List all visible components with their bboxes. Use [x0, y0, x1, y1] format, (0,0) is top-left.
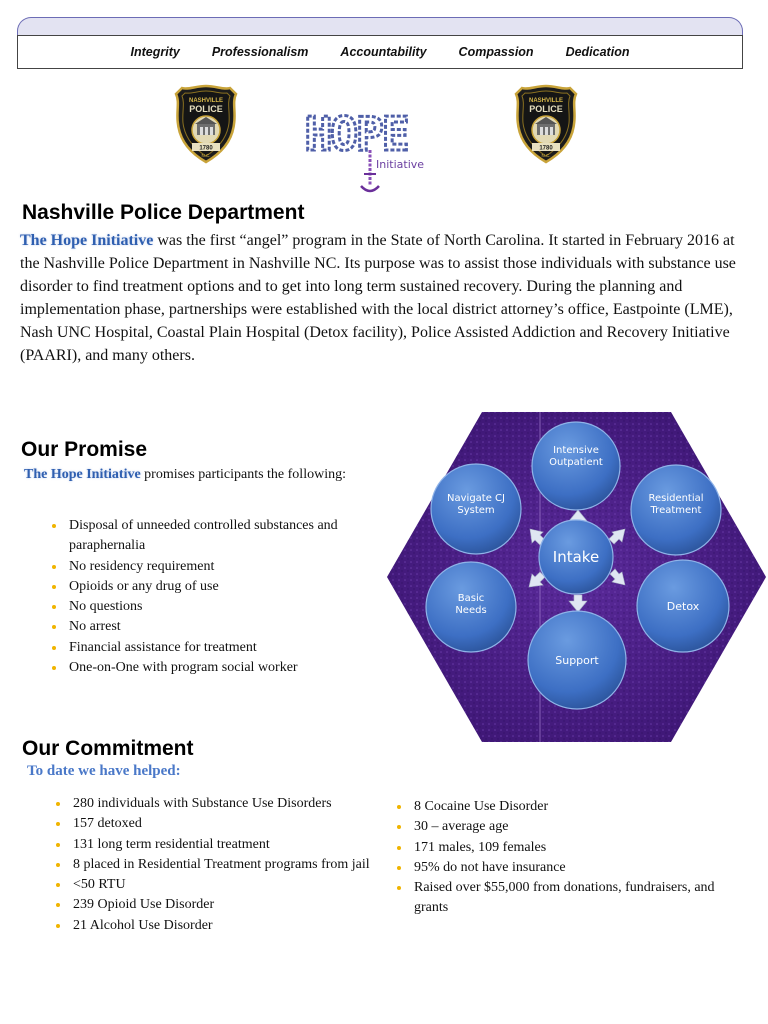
commitment-heading: Our Commitment: [22, 737, 194, 760]
badge-year: 1780: [539, 145, 553, 152]
node-label-intensive-outpatient: Intensive Outpatient: [549, 445, 603, 468]
node-label-intake: Intake: [552, 548, 600, 566]
promise-intro: [24, 464, 354, 485]
hope-word: HOPE: [304, 107, 408, 161]
list-item: 171 males, 109 females: [394, 838, 730, 858]
promise-heading: Our Promise: [21, 438, 148, 461]
value-accountability: Accountability: [340, 45, 427, 59]
list-item: <50 RTU: [53, 875, 373, 895]
node-label-navigate-cj: Navigate CJ System: [447, 493, 505, 516]
node-label-detox: Detox: [666, 600, 700, 613]
list-item: No questions: [49, 597, 369, 617]
list-item: 157 detoxed: [53, 814, 373, 834]
program-name: The Hope Initiative: [20, 232, 154, 249]
list-item: Raised over $55,000 from donations, fundraisers, and grants: [394, 878, 730, 919]
badge-word: POLICE: [189, 104, 223, 114]
banner-decoration: [17, 17, 743, 36]
node-label-basic-needs: Basic Needs: [455, 593, 487, 616]
badge-top-text: NASHVILLE: [188, 98, 224, 104]
badge-state: N.C.: [541, 153, 551, 158]
value-integrity: Integrity: [130, 45, 180, 59]
department-paragraph-text: was the first “angel” program in the State of North Carolina. It started in February 2016 at the Nashville Police Department in Nashville NC. Its purpose was to assist those individuals with substance use disorder to find treatment options and to get into long term sustained recovery. During the planning and implementation phase, partnerships were established with the local district attorney’s office, Eastpointe (LME), Nash UNC Hospital, Coastal Plain Hospital (Detox facility), Police Assisted Addiction and Recovery Initiative (PAARI), and many others.: [20, 232, 736, 364]
police-badge-icon: [514, 84, 578, 164]
list-item: Opioids or any drug of use: [49, 577, 369, 597]
hope-sub: Initiative: [376, 158, 425, 171]
promise-list: [49, 516, 369, 678]
list-item: 95% do not have insurance: [394, 858, 730, 878]
node-label-residential-treatment: Residential Treatment: [648, 493, 704, 516]
hope-initiative-logo: [298, 106, 448, 198]
list-item: 280 individuals with Substance Use Disorders: [53, 794, 373, 814]
list-item: 239 Opioid Use Disorder: [53, 895, 373, 915]
commitment-list-right: [394, 797, 730, 919]
node-label-support: Support: [555, 654, 599, 667]
department-title: Nashville Police Department: [22, 201, 305, 224]
list-item: Financial assistance for treatment: [49, 638, 369, 658]
program-name: The Hope Initiative: [24, 467, 141, 482]
value-compassion: Compassion: [458, 45, 534, 59]
list-item: 30 – average age: [394, 817, 730, 837]
list-item: One-on-One with program social worker: [49, 658, 369, 678]
values-banner: [17, 35, 743, 69]
list-item: No residency requirement: [49, 557, 369, 577]
department-paragraph: [20, 229, 740, 367]
list-item: 131 long term residential treatment: [53, 835, 373, 855]
commitment-list-left: [53, 794, 373, 936]
police-badge-icon: [174, 84, 238, 164]
promise-intro-text: promises participants the following:: [140, 467, 346, 482]
badge-state: N.C.: [201, 153, 211, 158]
badge-top-text: NASHVILLE: [528, 98, 564, 104]
value-dedication: Dedication: [565, 45, 630, 59]
list-item: 8 Cocaine Use Disorder: [394, 797, 730, 817]
value-professionalism: Professionalism: [211, 45, 309, 59]
commitment-subheading: To date we have helped:: [27, 763, 181, 779]
list-item: No arrest: [49, 617, 369, 637]
badge-year: 1780: [199, 145, 213, 152]
list-item: Disposal of unneeded controlled substances and paraphernalia: [49, 516, 369, 557]
treatment-cycle-diagram: [386, 411, 767, 743]
badge-word: POLICE: [529, 104, 563, 114]
list-item: 21 Alcohol Use Disorder: [53, 916, 373, 936]
list-item: 8 placed in Residential Treatment programs from jail: [53, 855, 373, 875]
